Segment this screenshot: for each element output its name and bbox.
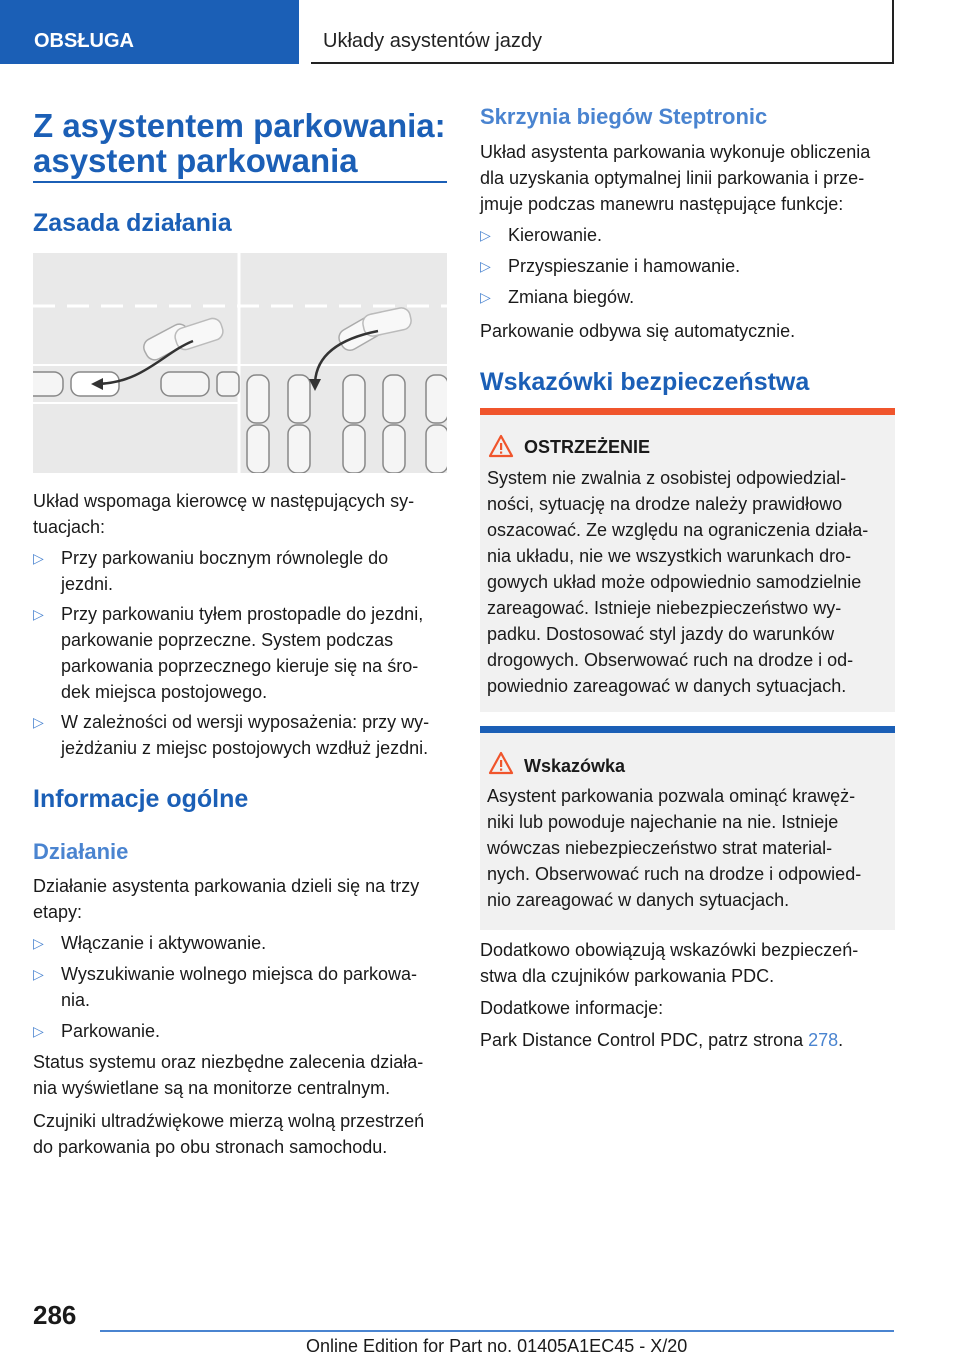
warning-title: OSTRZEŻENIE bbox=[524, 437, 651, 457]
list-item-text: Przy parkowaniu tyłem prostopadle do jezdni, bbox=[61, 604, 424, 624]
title-rule bbox=[33, 181, 447, 183]
warning-line: System nie zwalnia z osobistej odpowiedzial- bbox=[487, 468, 847, 488]
principle-heading: Zasada działania bbox=[33, 209, 232, 237]
list-item-text: parkowanie poprzeczne. System podczas bbox=[61, 630, 394, 650]
pdc-reference-end: . bbox=[838, 1030, 844, 1050]
general-heading: Informacje ogólne bbox=[33, 785, 249, 813]
header-chapter-box bbox=[311, 0, 894, 64]
sensors-line1: Czujniki ultradźwiękowe mierzą wolną przestrzeń bbox=[33, 1111, 425, 1131]
footer-rule bbox=[100, 1330, 894, 1332]
notice-line: nio zareagować w danych sytuacjach. bbox=[487, 890, 790, 910]
triangle-right-icon: ▷ bbox=[480, 227, 491, 243]
status-line1: Status systemu oraz niezbędne zalecenia działa- bbox=[33, 1052, 424, 1072]
triangle-right-icon: ▷ bbox=[480, 289, 491, 305]
header-section-tab bbox=[0, 0, 299, 64]
sensors-line2: do parkowania po obu stronach samochodu. bbox=[33, 1137, 388, 1157]
list-item-text: nia. bbox=[61, 990, 91, 1010]
warning-line: gowych układ może odpowiednio samodzielnie bbox=[487, 572, 862, 592]
warning-line: oszacować. Ze względu na ograniczenia działa- bbox=[487, 520, 869, 540]
notice-line: Asystent parkowania pozwala ominąć krawęż- bbox=[487, 786, 856, 806]
triangle-right-icon: ▷ bbox=[33, 935, 44, 951]
list-item-text: jezdni. bbox=[61, 574, 114, 594]
steptronic-line1: Układ asystenta parkowania wykonuje obliczenia bbox=[480, 142, 871, 162]
list-item-text: Zmiana biegów. bbox=[508, 287, 635, 307]
list-item-text: jeżdżaniu z miejsc postojowych wzdłuż jezdni. bbox=[61, 738, 429, 758]
header-chapter-label: Układy asystentów jazdy bbox=[323, 30, 542, 52]
warning-line: ności, sytuację na drodze należy prawidłowo bbox=[487, 494, 843, 514]
notice-box bbox=[480, 726, 895, 930]
list-item-text: Kierowanie. bbox=[508, 225, 603, 245]
steptronic-heading: Skrzynia biegów Steptronic bbox=[480, 104, 768, 129]
triangle-right-icon: ▷ bbox=[480, 258, 491, 274]
notice-line: wówczas niebezpieczeństwo strat material- bbox=[487, 838, 833, 858]
warning-line: powiednio zareagować w danych sytuacjach. bbox=[487, 676, 847, 696]
list-item-text: parkowania poprzecznego kieruje się na śro- bbox=[61, 656, 419, 676]
list-item-text: W zależności od wersji wyposażenia: przy wy- bbox=[61, 712, 430, 732]
more-info-label: Dodatkowe informacje: bbox=[480, 998, 664, 1018]
auto-text: Parkowanie odbywa się automatycznie. bbox=[480, 321, 796, 341]
parking-illustration bbox=[33, 253, 447, 473]
notice-line: nych. Obserwować ruch na drodze i odpowied- bbox=[487, 864, 862, 884]
pdc-reference bbox=[480, 1027, 843, 1053]
warning-line: padku. Dostosować styl jazdy do warunków bbox=[487, 624, 835, 644]
triangle-right-icon: ▷ bbox=[33, 606, 44, 622]
notice-line: niki lub powoduje najechanie na nie. Istnieje bbox=[487, 812, 839, 832]
warning-triangle-icon bbox=[488, 434, 514, 458]
list-item-text: dek miejsca postojowego. bbox=[61, 682, 268, 702]
triangle-right-icon: ▷ bbox=[33, 550, 44, 566]
warning-line: nia układu, nie we wszystkich warunkach dro- bbox=[487, 546, 852, 566]
page-title-line2: asystent parkowania bbox=[33, 142, 358, 179]
parking-diagram-svg bbox=[33, 253, 447, 473]
extra-line1: Dodatkowo obowiązują wskazówki bezpieczeń- bbox=[480, 940, 859, 960]
warning-line: drogowych. Obserwować ruch na drodze i od- bbox=[487, 650, 854, 670]
header-section-label: OBSŁUGA bbox=[34, 30, 134, 52]
status-line2: nia wyświetlane są na monitorze centralnym. bbox=[33, 1078, 391, 1098]
warning-bar bbox=[480, 408, 895, 415]
page-title-line1: Z asystentem parkowania: bbox=[33, 107, 446, 144]
notice-bar bbox=[480, 726, 895, 733]
pdc-page-link[interactable]: 278 bbox=[808, 1030, 839, 1050]
steptronic-line2: dla uzyskania optymalnej linii parkowania i prze- bbox=[480, 168, 865, 188]
warning-box bbox=[480, 408, 895, 712]
intro-line1: Układ wspomaga kierowcę w następujących sy- bbox=[33, 491, 415, 511]
triangle-right-icon: ▷ bbox=[33, 714, 44, 730]
footer-edition: Online Edition for Part no. 01405A1EC45 - X/20 bbox=[306, 1336, 688, 1356]
page-number: 286 bbox=[33, 1300, 77, 1330]
extra-line2: stwa dla czujników parkowania PDC. bbox=[480, 966, 775, 986]
list-item-text: Wyszukiwanie wolnego miejsca do parkowa- bbox=[61, 964, 417, 984]
list-item-text: Parkowanie. bbox=[61, 1021, 161, 1041]
triangle-right-icon: ▷ bbox=[33, 1023, 44, 1039]
triangle-right-icon: ▷ bbox=[33, 966, 44, 982]
pdc-reference-text: Park Distance Control PDC, patrz strona bbox=[480, 1030, 809, 1050]
intro-line2: tuacjach: bbox=[33, 517, 106, 537]
list-item-text: Włączanie i aktywowanie. bbox=[61, 933, 267, 953]
steptronic-line3: jmuje podczas manewru następujące funkcje: bbox=[480, 194, 844, 214]
warning-line: zareagować. Istnieje niebezpieczeństwo wy- bbox=[487, 598, 842, 618]
function-heading: Działanie bbox=[33, 839, 129, 864]
list-item-text: Przyspieszanie i hamowanie. bbox=[508, 256, 741, 276]
function-intro-line1: Działanie asystenta parkowania dzieli się na trzy bbox=[33, 876, 420, 896]
safety-heading: Wskazówki bezpieczeństwa bbox=[480, 368, 810, 396]
list-item-text: Przy parkowaniu bocznym równolegle do bbox=[61, 548, 389, 568]
warning-triangle-icon bbox=[488, 751, 514, 775]
function-intro-line2: etapy: bbox=[33, 902, 83, 922]
notice-title: Wskazówka bbox=[524, 756, 626, 776]
